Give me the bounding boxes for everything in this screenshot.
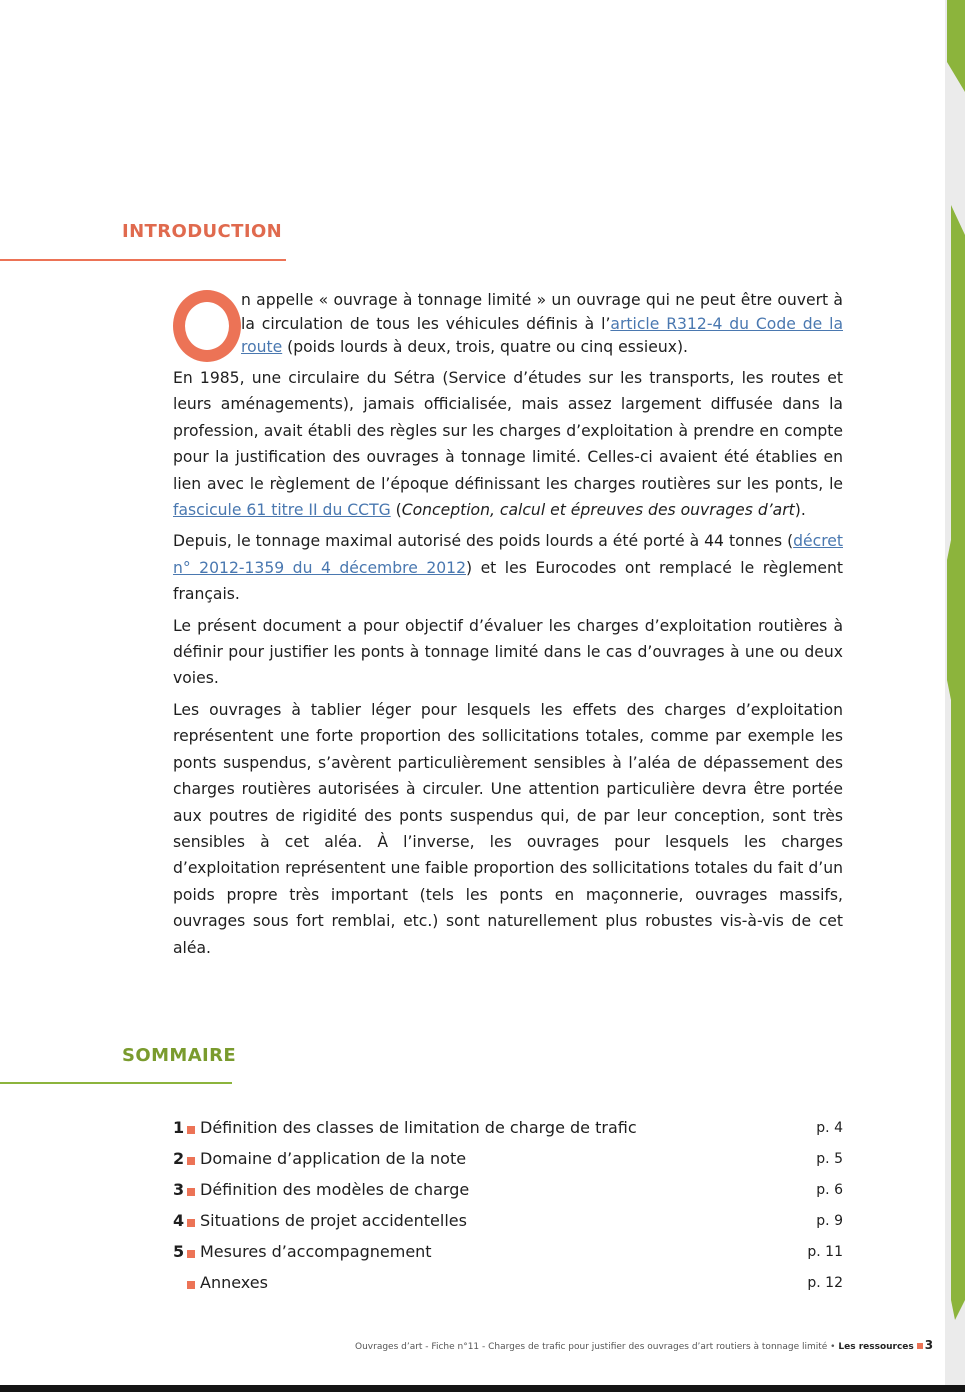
p2-end: ) et les Eurocodes ont remplacé le règlement français. (173, 558, 843, 604)
right-edge-gutter (945, 0, 965, 1392)
footer-text: Ouvrages d’art - Fiche n°11 - Charges de trafic pour justifier des ouvrages d’art routiers à tonnage limité • (355, 1342, 836, 1352)
toc-number: 1 (173, 1118, 185, 1137)
p1-text: En 1985, une circulaire du Sétra (Service d’études sur les transports, les routes et leurs aménagements), jamais officialisée, mais assez largement diffusée dans la profession, avait établi des règles sur les charges d’exploitation à prendre en compte pour la justification des ouvrages à tonnage limité. Celles-ci avaient été établies en lien avec le règlement de l’époque définissant les charges routières sur les ponts, le (173, 369, 843, 493)
toc-label: Annexes (200, 1273, 268, 1292)
intro-body (173, 365, 843, 966)
drop-cap-o (173, 290, 241, 362)
intro-paragraph-4: Les ouvrages à tablier léger pour lesquels les effets des charges d’exploitation représentent une forte proportion des sollicitations totales, comme par exemple les ponts suspendus, s’avèrent particulièrement sensibles à l’aléa de dépassement des charges routières autorisées à circuler. Une attention particulière devra être portée aux poutres de rigidité des ponts suspendus qui, de par leur conception, sont très sensibles à cet aléa. À l’inverse, les ouvrages pour lesquels les charges d’exploitation représentent une faible proportion des sollicitations totales du fait d’un poids propre très important (tels les ponts en maçonnerie, ouvrages massifs, ouvrages sous fort remblai, etc.) sont naturellement plus robustes vis-à-vis de cet aléa. (173, 700, 843, 957)
sommaire-heading: SOMMAIRE (122, 1045, 237, 1066)
toc-entry[interactable] (173, 1115, 843, 1146)
p1-italic-title: Conception, calcul et épreuves des ouvrages d’art (401, 501, 795, 520)
p2-text: Depuis, le tonnage maximal autorisé des poids lourds a été porté à 44 tonnes ( (173, 532, 794, 551)
toc-entry[interactable] (173, 1177, 843, 1208)
intro-paragraph-2 (173, 528, 843, 607)
toc-page: p. 6 (816, 1182, 843, 1198)
lead-text: n appelle « ouvrage à tonnage limité » un ouvrage qui ne peut être ouvert à la circulation de tous les véhicules définis à l’ (241, 291, 843, 333)
toc-bullet-square (187, 1188, 195, 1196)
toc-page: p. 9 (816, 1213, 843, 1229)
decret-2012-1359-link[interactable]: décret n° 2012-1359 du 4 décembre 2012 (173, 532, 843, 577)
toc-label: Mesures d’accompagnement (200, 1242, 432, 1261)
intro-paragraph-1 (173, 365, 843, 523)
table-of-contents (173, 1115, 843, 1301)
toc-label: Définition des modèles de charge (200, 1180, 470, 1199)
page-number: 3 (924, 1338, 934, 1352)
green-decor-shape (947, 205, 965, 1320)
toc-bullet-square (187, 1281, 195, 1289)
green-margin-decor (945, 0, 965, 1392)
intro-lead-paragraph (241, 289, 843, 360)
toc-page: p. 4 (816, 1120, 843, 1136)
toc-bullet-square (187, 1126, 195, 1134)
footer-bullet-square (917, 1343, 923, 1349)
toc-page: p. 12 (807, 1275, 843, 1291)
toc-label: Situations de projet accidentelles (200, 1211, 467, 1230)
fascicule-61-link[interactable]: fascicule 61 titre II du CCTG (173, 501, 391, 520)
toc-entry[interactable] (173, 1146, 843, 1177)
toc-number: 5 (173, 1242, 185, 1261)
page-footer (355, 1338, 934, 1352)
toc-label: Définition des classes de limitation de charge de trafic (200, 1118, 637, 1137)
intro-heading: INTRODUCTION (122, 221, 283, 242)
bottom-edge-bar (0, 1385, 965, 1392)
toc-entry[interactable] (173, 1239, 843, 1270)
footer-section: Les ressources (838, 1342, 914, 1352)
toc-number: 3 (173, 1180, 185, 1199)
toc-label: Domaine d’application de la note (200, 1149, 467, 1168)
toc-number: 2 (173, 1149, 185, 1168)
toc-page: p. 5 (816, 1151, 843, 1167)
article-r312-4-link[interactable]: article R312-4 du Code de la route (241, 314, 843, 356)
green-decor-shape (947, 0, 965, 92)
toc-number: 4 (173, 1211, 185, 1230)
toc-page: p. 11 (807, 1244, 843, 1260)
sommaire-heading-rule (0, 1082, 232, 1084)
intro-paragraph-3: Le présent document a pour objectif d’évaluer les charges d’exploitation routières à définir pour justifier les ponts à tonnage limité dans le cas d’ouvrages à une ou deux voies. (173, 616, 843, 688)
p1-mid: ( (390, 501, 402, 520)
toc-bullet-square (187, 1250, 195, 1258)
p1-end: ). (794, 501, 806, 520)
lead-text-end: (poids lourds à deux, trois, quatre ou cinq essieux). (282, 338, 689, 356)
toc-entry[interactable] (173, 1208, 843, 1239)
intro-heading-rule (0, 259, 286, 261)
toc-bullet-square (187, 1219, 195, 1227)
toc-entry[interactable] (173, 1270, 843, 1301)
toc-bullet-square (187, 1157, 195, 1165)
